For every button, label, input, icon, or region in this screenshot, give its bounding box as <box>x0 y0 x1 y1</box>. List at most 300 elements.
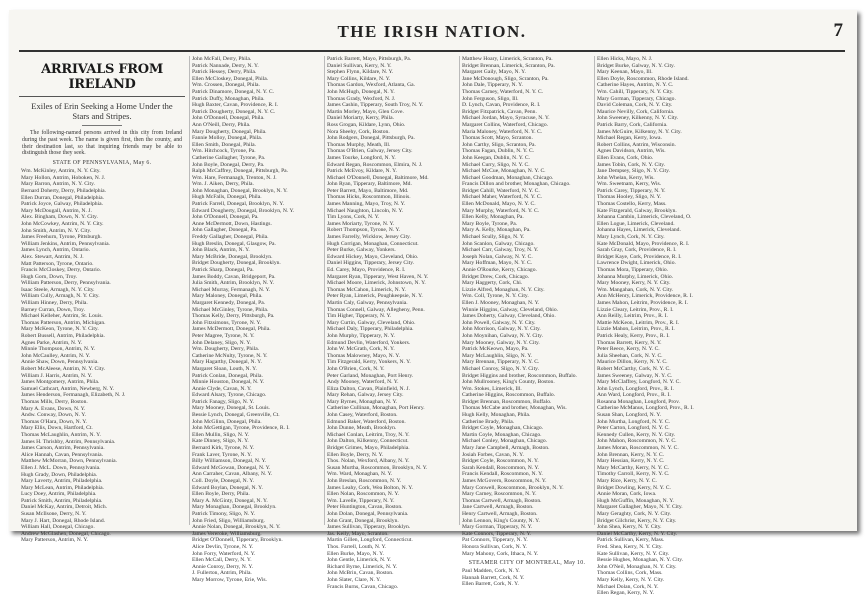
arrival-entry: James Lynch, Antrim, Ontario. <box>21 247 90 254</box>
arrival-entry: James Freehurn, Tyrone, Pittsburgh. <box>21 234 102 241</box>
arrival-entry: Bridget Brennan, Roscommon, Buffalo. <box>462 398 552 405</box>
arrival-entry: William Hinney, Derry, Phila. <box>21 300 88 307</box>
arrival-entry: Daniel Moriarty, Kerry, Phila. <box>327 115 395 122</box>
arrival-entry: Mary Morrow, Tyrone, Erie, Wis. <box>192 576 267 583</box>
arrival-entry: Michael McCue, Monaghan, N. Y. C. <box>462 168 546 175</box>
arrival-entry: Michael Regan, Kerry, Iowa. <box>597 135 662 142</box>
arrival-entry: Thomas Fagan, Dublin, N. Y. C. <box>462 148 535 155</box>
arrival-entry: James McDermott, Donegal, Phila. <box>192 326 271 333</box>
arrival-entry: Alice Devlin, Tyrone, N. Y. <box>192 543 254 550</box>
arrival-entry: Michael Dolan, Cork, N. Y. <box>597 583 659 590</box>
arrival-entry: Ross Grogan, Kildare, Lynn, Ohio. <box>327 121 406 128</box>
arrival-entry: Thomas Cartwell, Armagh, Boston. <box>462 497 542 504</box>
arrival-entry: Mary Boyle, Tyrone, Pa. <box>462 220 518 227</box>
arrival-entry: Annie Moran, Cork, Iowa. <box>597 491 657 498</box>
arrival-entry: John Slater, Clare, N. Y. <box>327 576 381 583</box>
arrival-entry: John Morrison, Galway, N. Y. City. <box>462 326 541 333</box>
arrival-entry: Edward McGowan, Donegal, N. Y. <box>192 464 271 471</box>
arrival-entry: John Dolan, Donegal, Pennsylvania. <box>327 510 409 517</box>
arrival-entry: John Delaney, Sligo, N. Y. <box>192 339 251 346</box>
arrival-entry: Mary Conwell, Roscommon, Brooklyn, N. Y. <box>462 484 564 491</box>
column-1 <box>19 56 185 544</box>
arrival-entry: John Fitzsimons, Tyrone, N. Y. <box>192 319 262 326</box>
arrival-entry: John Gentle, Limerick, N. Y. <box>327 557 392 564</box>
arrival-entry: Hugh Kelly, Monaghan, Phila. <box>462 412 531 419</box>
arrival-entry: Mary Ellis, Down, Hartford, Ct. <box>21 425 93 432</box>
arrival-entry: Mattie McKeon, Leitrim, Prov., R. I. <box>597 319 680 326</box>
arrival-entry: Peter Barrett, Mayo, Baltimore, Md. <box>327 187 409 194</box>
arrival-entry: Hugh McGuffin, Monaghan, N. Y. <box>597 497 674 504</box>
arrival-entry: Michael Goodman, Monaghan, Chicago. <box>462 174 554 181</box>
arrival-entry: Paul Madden, Cork, N. Y. <box>462 568 520 575</box>
arrival-entry: Mary Gorman, Tipperary, Chicago. <box>597 95 676 102</box>
arrival-entry: Lizzie Alfred, Monaghan, N. Y. City. <box>462 286 545 293</box>
arrival-entry: Julia Smith, Antrim, Brooklyn, N. Y. <box>192 280 275 287</box>
arrival-entry: Mary Murphy, Waterford, N. Y. C. <box>462 207 540 214</box>
arrival-entry: Wm. McKinley, Antrim, N. Y. City. <box>21 168 101 175</box>
arrival-entry: Bridget Brennan, Limerick, Scranton, Pa. <box>462 62 555 69</box>
arrival-entry: Ellen Hicks, Mayo, N. J. <box>597 56 653 62</box>
arrival-entry: Mary Mooney, Donegal, St. Louis. <box>192 405 270 412</box>
arrival-entry: Edward Alsary, Tyrone, Chicago. <box>192 392 267 399</box>
arrival-entry: Patrick McEvoy, Kildare, N. Y. <box>327 168 397 175</box>
arrival-entry: Wm. Cahill, Tipperary, N. Y. City. <box>597 88 674 95</box>
arrival-entry: Matt Patterson, Tyrone, Ontario. <box>21 260 94 267</box>
arrival-entry: James Cashin, Tipperary, South Troy, N. Y. <box>327 102 424 109</box>
arrival-entry: Mary Keenan, Mayo, Ill. <box>597 69 653 76</box>
arrival-entry: James McGovern, Roscommon, N. Y. <box>462 478 547 484</box>
arrival-entry: John McGettigan, Tyrone, Providence, R. I. <box>192 425 290 432</box>
arrival-entry: James Leahy, Cork, Wea Bolton, N. Y. <box>327 484 413 491</box>
arrival-entry: Wm. Stokes, Limerick, Ill. <box>462 385 522 392</box>
arrival-entry: Maurice Dillon, Kerry, N. Y. C. <box>597 359 668 366</box>
arrival-entry: Wm. Mangahan, Cork, N. Y. City. <box>597 286 674 293</box>
arrival-entry: John Murtha, Longford, N. Y. C. <box>597 418 671 425</box>
arrival-entry: Ellen Kelly, Monaghan, Pa. <box>462 214 524 221</box>
arrival-entry: Patrick Carey, Tipperary, N. Y. <box>597 187 666 194</box>
arrival-entry: Patrick Barrett, Mayo, Pittsburgh, Pa. <box>327 56 412 62</box>
arrival-entry: Kate Connors, Tipperary, N. Y. <box>462 530 532 537</box>
arrival-entry: John Moynihan, Galway, N. Y. City. <box>462 332 544 339</box>
arrival-entry: Mary McLaughlin, Sligo, N. Y. <box>462 352 532 359</box>
arrival-entry: Freddy Gallagher, Donegal, Phila. <box>192 234 269 241</box>
arrival-entry: Ann O'Neill, Derry, Phila. <box>192 121 251 128</box>
arrival-entry: Michael Carr, Galway, Troy, N. Y. <box>462 247 539 254</box>
arrival-entry: Thomas Murphy, Meath, Ill. <box>327 141 391 148</box>
arrival-entry: David Coleman, Cork, N. Y. City. <box>597 102 673 109</box>
arrival-entry: Susan Shan, Longford, N. Y. <box>597 412 662 419</box>
arrival-list <box>460 56 594 557</box>
arrival-entry: John Brennan, Kerry, N. Y. C. <box>597 451 665 458</box>
arrival-entry: Ellen McCall, Derry, N. Y. <box>192 557 252 564</box>
arrival-entry: Johanna Murphy, Limerick, Ohio. <box>597 273 674 280</box>
arrival-entry: John McHugh, Donegal, N. Y. <box>327 88 395 95</box>
arrival-entry: Hugh Corrigan, Monaghan, Connecticut. <box>327 240 419 247</box>
arrival-entry: Martin Coyle, Monaghan, Chicago. <box>462 431 542 438</box>
arrival-entry: Margaret Collins, Waterford, Chicago. <box>462 121 549 128</box>
arrival-entry: Tim Higher, Tipperary, N. Y. <box>327 313 392 320</box>
arrival-entry: Sarah Kendall, Roscommon, N. Y. <box>462 464 540 471</box>
arrival-entry: Peter Ryan, Limerick, Poughkeepsie, N. Y. <box>327 293 423 300</box>
arrival-entry: John Mullrooney, King's County, Boston. <box>462 379 555 386</box>
arrival-entry: Hugh McFalls, Donegal, Phila. <box>192 194 262 201</box>
arrival-entry: Kate McDonald, Mayo, Providence, R. I. <box>597 240 690 247</box>
arrival-entry: Samuel Cathcart, Antrim, Newberg, N. Y. <box>21 385 115 392</box>
arrival-entry: Michael Curry, Sligo, N. Y. C. <box>462 161 530 168</box>
arrival-entry: Ellen Burke, Mayo, N. Y. <box>327 550 384 557</box>
arrival-entry: Thomas Gardon, Wexford, Atlanta, Ga. <box>327 82 415 89</box>
arrival-entry: Thomas O'Hara, Down, N. Y. <box>21 418 87 425</box>
arrival-entry: Thomas Scott, Mayo, Scranton. <box>462 135 533 142</box>
arrival-entry: Mary Carney, Roscommon, N. Y. <box>462 491 537 498</box>
arrival-entry: Bridget Coyle, Monaghan, Chicago. <box>462 425 544 432</box>
arrival-entry: John Fried, Sligo, Williamsburg. <box>192 517 265 524</box>
arrival-entry: Bridget Drew, Cork, Chicago. <box>462 273 530 280</box>
arrival-entry: James Tobin, Cork, N. Y. City. <box>597 161 666 168</box>
arrival-entry: Thomas Connell, Galway, Allegheny, Penn. <box>327 306 425 313</box>
arrival-entry: Thos. Nolan, Wexford, Albany, N. Y. <box>327 458 410 465</box>
arrival-entry: Ellen J. McL. Down, Pennsylvania. <box>21 464 101 471</box>
arrival-entry: William Patterson, Derry, Pennsylvania. <box>21 280 111 287</box>
arrival-entry: Patrick Smith, Antrim, Philadelphia. <box>21 497 103 504</box>
arrival-entry: Thomas Carney, Waterford, N. Y. C. <box>462 88 544 95</box>
arrival-entry: Nora Sheehy, Cork, Boston. <box>327 128 390 135</box>
arrival-entry: Ed. Carey, Mayo, Providence, R. I. <box>327 267 406 273</box>
arrival-entry: Michael McGinley, Tyrone, Phila. <box>192 306 269 313</box>
arrival-entry: John McGlinn, Donegal, Phila. <box>192 418 262 425</box>
arrival-entry: Ellen Barrett, Cork, N. Y. <box>462 581 519 588</box>
arrival-entry: Mary A. Kelly, Monaghan, Pa. <box>462 227 531 234</box>
arrival-entry: John Carthy, Sligo, Scranton, Pa. <box>462 141 536 148</box>
arrival-entry: Alex. Stewart, Antrim, N. J. <box>21 253 84 260</box>
arrival-entry: Martin Morley, Mayo, Glen Cove. <box>327 108 404 115</box>
columns <box>19 56 847 597</box>
arrival-entry: Patrick Conlan, Donegal, Phila. <box>192 372 263 379</box>
arrival-entry: Agnes Davidson, Antrim, Wis. <box>597 148 666 155</box>
arrival-entry: Jane Cartwell, Armagh, Boston. <box>462 504 534 511</box>
arrival-entry: Bridget Gilchrist, Kerry, N. Y. City. <box>597 517 677 524</box>
arrival-entry: Bridget Grimes, Mayo, Philadelphia. <box>327 445 410 452</box>
arrival-entry: Margaret Gaily, Mayo, N. Y. <box>462 69 526 76</box>
arrival-entry: Anne McDermott, Down, Hastings. <box>192 220 272 227</box>
arrival-entry: James Moriarty, Tyrone, N. Y. <box>327 220 395 227</box>
arrival-entry: Patrick Timony, Sligo, N. Y. <box>192 510 256 517</box>
arrival-entry: Minnie Thompson, Antrim, N. Y. <box>21 346 96 353</box>
arrival-entry: Michael O'Donnell, Donegal, Baltimore, Md. <box>327 174 429 181</box>
arrival-entry: John Sweeney, Kilkenny, N. Y. City. <box>597 115 679 122</box>
arrival-entry: Hugh Baxter, Cavan, Providence, R. I. <box>192 102 279 109</box>
arrival-entry: Hugh Breslin, Donegal, Glasgow, Pa. <box>192 240 276 247</box>
article-intro: The following-named persons arrived in this city from Ireland during the past week. The name is given first, then the county, and their destination last, so that inquiring friends may be able to distinguish those they seek. <box>22 130 182 157</box>
arrival-entry: Eliza Dalton, Cavan, Plainfield, N. J. <box>327 385 410 392</box>
arrival-entry: Ellen Logue, Limerick, Cleveland. <box>597 220 675 227</box>
arrival-entry: Patrick Duffy, Monaghan, Phila. <box>192 95 265 102</box>
arrival-entry: Martin Caly, Galway, Pennsylvania. <box>327 299 408 306</box>
arrival-entry: Wm. Lavelle, Tipperary, N. Y. <box>327 497 395 504</box>
arrival-entry: Annie Shaw, Down, Pennsylvania. <box>21 359 99 366</box>
arrival-entry: Ellen Doyle, Roscommon, Rhode Island. <box>597 75 689 82</box>
article-subheadline: Exiles of Erin Seeking a Home Under the Stars and Stripes. <box>31 101 173 121</box>
arrival-entry: Patrick Joyce, Galway, Philadelphia. <box>21 201 103 208</box>
arrival-entry: James Doherty, Galway, Cleveland, Ohio. <box>462 313 556 320</box>
arrival-entry: Patrick Nannade, Derry, N. Y. <box>192 62 259 69</box>
column-2 <box>189 56 324 583</box>
arrival-entry: Catherine Brady, Phila. <box>462 418 515 425</box>
arrival-entry: Wm. Coll, Tyrone, N. Y. City. <box>462 293 529 300</box>
arrival-entry: John Rodgers, Donegal, Pittsburgh, Pa. <box>327 135 415 142</box>
arrival-entry: John Grant, Donegal, Brooklyn. <box>327 517 399 524</box>
arrival-entry: John McCowkey, Antrim, N. Y. City. <box>21 220 104 227</box>
arrival-entry: Timothy Carroll, Kerry, N. Y. C. <box>597 471 670 478</box>
arrival-entry: James Moran, Roscommon, N. Y. C. <box>597 445 679 452</box>
arrival-entry: Lucy Doey, Antrim, Philadelphia. <box>21 491 97 498</box>
arrival-entry: Bridget Dowling, Kerry, N. Y. C. <box>597 484 671 491</box>
arrival-entry: Michael Conroy, Sligo, N. Y. City. <box>462 365 539 372</box>
arrival-entry: Mary Patterson, Antrim, N. Y. <box>21 537 89 544</box>
arrival-entry: Ann Ward, Longford, Prov., R. I. <box>597 392 671 399</box>
arrival-entry: Maria Maloney, Waterford, N. Y. C. <box>462 128 543 135</box>
arrival-entry: John Dalton, Kilkenny, Connecticut. <box>327 438 409 445</box>
arrival-entry: Bridget Kaye, Cork, Providence, R. I. <box>597 253 682 260</box>
arrival-list <box>325 56 459 590</box>
arrival-entry: Wm. Hitchcock, Tyrone, Pa. <box>192 148 256 155</box>
arrival-entry: Alice Hannah, Cavan, Pennsylvania. <box>21 451 104 458</box>
arrival-entry: Thomas O'Brien, Galway, Jersey City. <box>327 148 413 155</box>
arrival-entry: Ellen Regan, Kerry, N. Y. <box>597 590 655 597</box>
arrival-entry: John Breslan, Roscommon, N. Y. <box>327 478 402 484</box>
column-3 <box>324 56 459 590</box>
arrival-entry: James Sweeney, Galway, N. Y. C. <box>597 372 673 379</box>
arrival-entry: Michael Daly, Tipperary, Philadelphia. <box>327 326 414 333</box>
arrival-entry: Patrick Fanagy, Sligo, N. Y. <box>192 398 255 405</box>
newspaper-page <box>9 10 857 597</box>
arrival-entry: Bridget Burke, Galway, N. Y. City. <box>597 62 675 69</box>
arrival-entry: Peter Magree, Tyrone, N. Y. <box>192 332 255 339</box>
arrival-entry: Mary Byrnes, Monaghan, N. Y. <box>327 398 398 405</box>
arrival-entry: Michael Moore, Limerick, Johnstown, N. Y. <box>327 280 426 287</box>
arrival-entry: Thomas Hicks, Roscommon, Illinois. <box>327 194 411 201</box>
arrival-entry: Thomas McCahon, Limerick, N. Y. <box>327 286 406 293</box>
arrival-entry: Michael Conley, Monaghan, Chicago. <box>462 438 548 445</box>
arrival-entry: Edward Dougherty, Donegal, Brooklyn, N. Y. <box>192 207 295 214</box>
arrival-entry: Michael Murray, Fermanagh, N. Y. <box>192 286 271 293</box>
arrival-entry: Francis McCloskey, Derry, Ontario. <box>21 267 102 274</box>
arrival-entry: Robert McCarthy, Cork, N. Y. C. <box>597 365 671 372</box>
arrival-entry: Martin Gillen, Longford, Connecticut. <box>327 537 413 544</box>
arrival-entry: Kate Fitzgerald, Galway, Brooklyn. <box>597 207 677 214</box>
arrival-entry: Thomas Mora, Tipperary, Ohio. <box>597 267 669 273</box>
arrival-entry: Catherine Cullinan, Monaghan, Port Henry. <box>327 405 425 412</box>
arrival-entry: Ann Reilly, Leitrim, Prov., R. I. <box>597 313 668 320</box>
arrival-entry: Bessie Lynch, Donegal, Greenville, Ct. <box>192 412 280 419</box>
arrival-entry: Wm. Ward, Monaghan, N. Y. <box>327 471 393 478</box>
arrival-entry: Edward Regan, Roscommon, Elmira, N. J. <box>327 161 423 168</box>
arrival-entry: Bridget O'Donnell, Tipperary, Brooklyn. <box>192 537 283 544</box>
arrival-entry: Mary A. McGinty, Donegal, N. Y. <box>192 497 268 504</box>
arrival-entry: Andrew McGlashen, Donegal, Chicago. <box>21 530 111 537</box>
arrival-entry: Mary Mahony, Cork, Ithaca, N. Y. <box>462 550 539 557</box>
column-5 <box>594 56 729 597</box>
arrival-list <box>19 168 185 544</box>
arrival-entry: Maurice Nevilly, Cork, California. <box>597 108 675 115</box>
arrival-entry: Andw. Conway, Down, N. Y. <box>21 412 86 419</box>
arrival-entry: Thomas Collins, Cork, Mass. <box>597 570 663 577</box>
arrival-entry: Ann McHenry, Limerick, Providence, R. I. <box>597 293 693 300</box>
arrival-entry: Bridget Cahill, Waterford, N. Y. C. <box>462 187 540 194</box>
newspaper-title: THE IRISH NATION. <box>337 22 527 41</box>
arrival-entry: William J. Harris, Antrim, N. Y. <box>21 372 93 379</box>
arrival-entry: Mary Hagarthy, Donegal, N. Y. <box>192 359 262 366</box>
arrival-entry: Mary Rehan, Galway, Jersey City. <box>327 392 404 399</box>
arrival-entry: Ellen McCloskey, Donegal, Phila. <box>192 75 269 82</box>
arrival-entry: Mary McBride, Donegal, Brooklyn. <box>192 253 273 260</box>
arrival-entry: Coll. Doyle, Donegal, N. Y. <box>192 478 254 484</box>
arrival-entry: Minnie Houston, Donegal, N. Y. <box>192 379 265 386</box>
arrival-entry: Peter Burke, Galway, Yonkers. <box>327 247 396 254</box>
page-number: 7 <box>833 20 843 41</box>
arrival-entry: Fred. Shea, Kerry, N. Y. City. <box>597 543 663 550</box>
arrival-entry: John Lennon, King's County, N. Y. <box>462 517 540 524</box>
arrival-entry: Rosanna Monaghan, Longford, Prov. <box>597 398 680 405</box>
arrival-entry: Kate Dinney, Sligo, N. Y. <box>192 438 249 445</box>
arrival-entry: Francis Kendall, Roscommon, N. Y. <box>462 471 543 478</box>
arrival-entry: Margaret Ryan, Tipperary, West Haven, N. Y. <box>327 273 429 280</box>
masthead <box>19 20 845 52</box>
arrival-entry: Catherine McManus, Longford, Prov., R. I. <box>597 405 694 412</box>
arrival-entry: Billy Williamson, Donegal, N. Y. <box>192 458 267 465</box>
arrival-entry: Patrick Dinamore, Donegal, N. Y. C. <box>192 88 275 95</box>
arrival-entry: Daniel McCarthy, Kerry, N. Y. City. <box>597 530 678 537</box>
arrival-entry: John Ryan, Tipperary, Baltimore, Md. <box>327 181 412 188</box>
arrival-entry: John Mahon, Roscommon, N. Y. C. <box>597 438 677 445</box>
arrival-list <box>190 56 324 584</box>
arrival-entry: Thos. Farrell, Louth, N. Y. <box>327 543 387 550</box>
arrival-entry: Barney Curran, Down, Troy. <box>21 306 85 313</box>
arrival-entry: John Lynch, Longford, Prov., R. I. <box>597 385 674 392</box>
arrival-entry: Michael Jordan, Mayo, Syracuse, N. Y. <box>462 115 550 122</box>
arrival-entry: Mary Hoffman, Mayo, N. Y. C. <box>462 260 533 267</box>
arrival-entry: James Vereroke, Williamsburg. <box>192 530 262 537</box>
arrival-entry: Michael Kelleher, Antrim, St. Louis. <box>21 313 103 320</box>
arrival-entry: Michael Conlan, Leitrim, Troy, N. Y. <box>327 431 410 438</box>
arrival-entry: John McCaulley, Antrim, N. Y. <box>21 352 91 359</box>
arrival-entry: Kennedy Cullen, Kerry, N. Y. City. <box>597 431 676 438</box>
arrival-entry: Mary Mooney, Kerry, N. Y. City. <box>597 280 671 287</box>
article-headline: ARRIVALS FROM IRELAND <box>19 62 185 97</box>
arrival-entry: Thomas McCabe and brother, Monaghan, Wis. <box>462 405 567 412</box>
arrival-entry: Mary Dougherty, Donegal, Phila. <box>192 128 267 135</box>
arrival-entry: Wm. Sweetnam, Kerry, Wis. <box>597 181 662 188</box>
arrival-entry: Mary Curtin, Galway, Cleveland, Ohio. <box>327 319 416 326</box>
arrival-entry: Catherine Gallagher, Tyrone, Pa. <box>192 154 266 161</box>
arrival-entry: John Powell, Galway, N. Y. City. <box>462 319 536 326</box>
arrival-entry: Julia Sheehan, Cork, N. Y. C. <box>597 352 663 359</box>
section-heading: STATE OF PENNSYLVANIA, May 6. <box>52 160 152 167</box>
arrival-entry: Ellen Evans, Cork, Ohio. <box>597 154 654 161</box>
arrival-entry: Mary Jane Campbell, Armagh, Boston. <box>462 445 550 452</box>
arrival-entry: Tim Fitzgerald, Kerry, Yonkers, N. Y. <box>327 359 411 366</box>
arrival-entry: Hugh Gorn, Down, Troy. <box>21 273 78 280</box>
arrival-entry: James Sullivan, Tipperary, Brooklyn. <box>327 524 411 531</box>
arrival-entry: Mary Collins, Kildare, N. Y. <box>327 75 391 82</box>
arrival-entry: Peter Garland, Monaghan, Port Henry. <box>327 372 414 379</box>
arrival-entry: Robert Bussell, Antrim, Philadelphia. <box>21 333 105 340</box>
arrival-entry: Jane McDonough, Sligo, Scranton, Pa. <box>462 75 549 82</box>
arrival-entry: Bernard Kirk, Tyrone, N. Y. <box>192 445 255 452</box>
arrival-entry: Bridget Higgins and brother, Roscommon, Buffalo. <box>462 372 577 379</box>
arrival-entry: Agnes Parke, Antrim, N. Y. <box>21 339 83 346</box>
arrival-entry: Lizzie Cleary, Leitrim, Prov., R. I. <box>597 306 674 313</box>
arrival-entry: Patrick McKeown, Mayo, Pa. <box>462 346 529 353</box>
arrival-entry: D. Lynch, Cavan, Providence, R. I. <box>462 102 541 109</box>
arrival-entry: John Black, Antrim, N. Y. <box>192 247 250 254</box>
arrival-entry: Bridget Fitzpatrick, Cavan, Penn. <box>462 108 537 115</box>
arrival-entry: Hannah Barrett, Cork, N. Y. <box>462 574 525 581</box>
arrival-entry: John Boyle, Donegal, Derry, Pa. <box>192 161 265 168</box>
arrival-entry: Tim Lyons, Cork, N. Y. <box>327 214 380 221</box>
arrival-list <box>595 56 729 597</box>
arrival-entry: Peter Huntington, Cavan, Boston. <box>327 504 403 511</box>
arrival-entry: Edmund Devlin, Waterford, Yonkers. <box>327 339 411 346</box>
arrival-entry: Thomas Patterson, Antrim, Michigan. <box>21 319 106 326</box>
arrival-entry: Richard Byrne, Limerick, N. Y. <box>327 563 398 570</box>
arrival-entry: Ellen J. Mooney, Monaghan, N. Y. <box>462 299 540 306</box>
arrival-entry: Mary Haggerty, Cork, Chi. <box>462 280 523 287</box>
arrival-entry: Ellen Nolan, Roscommon, N. Y. <box>327 491 400 498</box>
arrival-list <box>460 568 594 588</box>
arrival-entry: Mary Mooney, Galway, N. Y. City. <box>462 339 540 346</box>
arrival-entry: John O'Neil, Monaghan, N. Y. City. <box>597 563 677 570</box>
arrival-entry: Isaac Steele, Armagh, N. Y. City. <box>21 286 95 293</box>
arrival-entry: John Dunne, Meath, Brooklyn. <box>327 425 397 432</box>
arrival-entry: Mary Monaghan, Donegal, Brooklyn. <box>192 504 277 511</box>
arrival-entry: Thomas Costello, Kerry, Mass. <box>597 201 667 208</box>
arrival-entry: William Cully, Armagh, N. Y. City. <box>21 293 100 300</box>
arrival-entry: Winnie Higgins, Galway, Cleveland, Ohio. <box>462 306 559 313</box>
arrival-entry: James Tourke, Longford, N. Y. <box>327 154 396 161</box>
arrival-entry: Matthew Hoary, Limerick, Scranton, Pa. <box>462 56 553 62</box>
arrival-entry: Robert Thompson, Tyrone, N. Y. <box>327 227 401 234</box>
arrival-entry: Bridget Dougherty, Donegal, Brooklyn. <box>192 260 281 267</box>
arrival-entry: Thomas Kelly, Derry, Pittsburgh, Pa. <box>192 313 275 320</box>
arrival-entry: Margaret Sloan, Louth, N. Y. <box>192 365 257 372</box>
arrival-entry: John O'Donnell, Donegal, Pa. <box>192 214 259 221</box>
arrival-entry: Patrick Sullivan, Kerry, Mass. <box>597 537 665 544</box>
arrival-entry: Sarah Gray, Cork, Providence, R. I. <box>597 247 677 254</box>
arrival-entry: Patrick Dougherty, Donegal, N. Y. C. <box>192 108 276 115</box>
arrival-entry: William Jenkins, Antrim, Pennsylvania. <box>21 240 110 247</box>
arrival-entry: Patrick Hessey, Derry, Phila. <box>192 69 257 76</box>
arrival-entry: Thomas Grady, Wexford, N. J. <box>327 95 396 102</box>
arrival-entry: Honora Sullivan, Cork, N. Y. <box>462 543 527 550</box>
arrival-entry: John Dale, Tipperary, N. Y. <box>462 82 523 89</box>
arrival-entry: Mary A. Evans, Down, N. Y. <box>21 405 86 412</box>
arrival-entry: Mary Kelly, Kerry, N. Y. City. <box>597 576 665 583</box>
arrival-entry: Ellen Boyle, Derry, Phila. <box>192 491 250 498</box>
arrival-entry: Mary Hollon, Antrim, Hoboken, N. J. <box>21 174 106 181</box>
arrival-entry: John Casey, Waterford, Boston. <box>327 412 398 419</box>
arrival-entry: Mary Brennan, Tipperary, N. Y. C. <box>462 359 540 366</box>
arrival-entry: Ellen McDonald, Mayo, N. Y. C. <box>462 201 536 208</box>
arrival-entry: Catherine Higgins, Roscommon, Buffalo. <box>462 392 556 399</box>
arrival-entry: John Gallagher, Donegal, Pa. <box>192 227 258 234</box>
arrival-entry: Michael Scully, Sligo, N. Y. <box>462 234 525 241</box>
arrival-entry: Patrick Farrell, Donegal, Brooklyn, N. Y. <box>192 201 284 208</box>
arrival-entry: Johanna Cambin, Limerick, Cleveland, O. <box>597 214 692 221</box>
arrival-entry: Robert Collins, Antrim, Wisconsin. <box>597 141 676 148</box>
arrival-entry: Michael Maher, Waterford, N. Y. C. <box>462 194 542 201</box>
arrival-entry: Lawrence Dwight, Limerick, Ohio. <box>597 260 676 267</box>
